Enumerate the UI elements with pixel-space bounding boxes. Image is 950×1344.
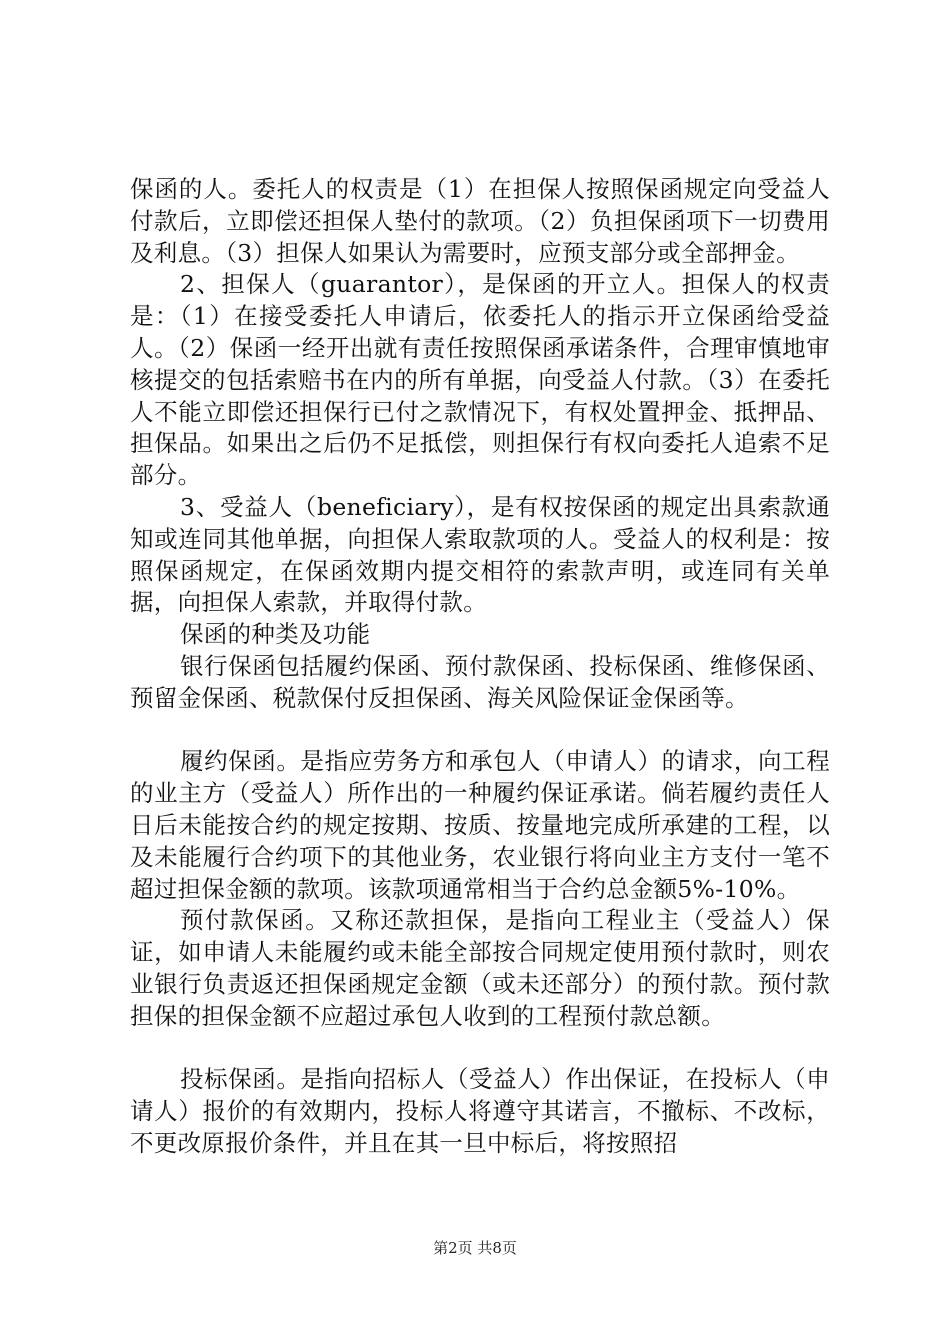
paragraph-performance-guarantee: 履约保函。是指应劳务方和承包人（申请人）的请求，向工程的业主方（受益人）所作出的一种履约保证承诺。倘若履约责任人日后未能按合约的规定按期、按质、按量地完成所承建的工程，以及未能履行合约项下的其他业务，农业银行将向业主方支付一笔不超过担保金额的款项。该款项通常相当于合约总金额5%-10%。 (130, 747, 830, 903)
paragraph-beneficiary: 3、受益人（beneficiary），是有权按保函的规定出具索款通知或连同其他单据，向担保人索取款项的人。受益人的权利是：按照保函规定，在保函效期内提交相符的索款声明，或连同有关单据，向担保人索款，并取得付款。 (130, 492, 830, 617)
paragraph-bid-guarantee: 投标保函。是指向招标人（受益人）作出保证，在投标人（申请人）报价的有效期内，投标人将遵守其诺言，不撤标、不改标，不更改原报价条件，并且在其一旦中标后，将按照招 (130, 1065, 830, 1157)
document-body (130, 174, 830, 1160)
page-footer: 第2页 共8页 (433, 1239, 517, 1257)
paragraph-spacer (130, 715, 830, 747)
paragraph-guarantee-list: 银行保函包括履约保函、预付款保函、投标保函、维修保函、预留金保函、税款保付反担保函、海关风险保证金保函等。 (130, 651, 830, 712)
paragraph-advance-payment-guarantee: 预付款保函。又称还款担保，是指向工程业主（受益人）保证，如申请人未能履约或未能全部按合同规定使用预付款时，则农业银行负责返还担保函规定金额（或未还部分）的预付款。预付款担保的担保金额不应超过承包人收到的工程预付款总额。 (130, 906, 830, 1030)
section-heading-guarantee-types: 保函的种类及功能 (180, 620, 371, 649)
paragraph-guarantor: 2、担保人（guarantor），是保函的开立人。担保人的权责是：（1）在接受委托人申请后，依委托人的指示开立保函给受益人。（2）保函一经开出就有责任按照保函承诺条件，合理审慎地审核提交的包括索赔书在内的所有单据，向受益人付款。（3）在委托人不能立即偿还担保行已付之款情况下，有权处置押金、抵押品、担保品。如果出之后仍不足抵偿，则担保行有权向委托人追索不足部分。 (130, 270, 830, 490)
paragraph-spacer (130, 1033, 830, 1065)
paragraph-principal-duties: 保函的人。委托人的权责是（1）在担保人按照保函规定向受益人付款后，立即偿还担保人垫付的款项。（2）负担保函项下一切费用及利息。（3）担保人如果认为需要时，应预支部分或全部押金。 (130, 175, 830, 267)
